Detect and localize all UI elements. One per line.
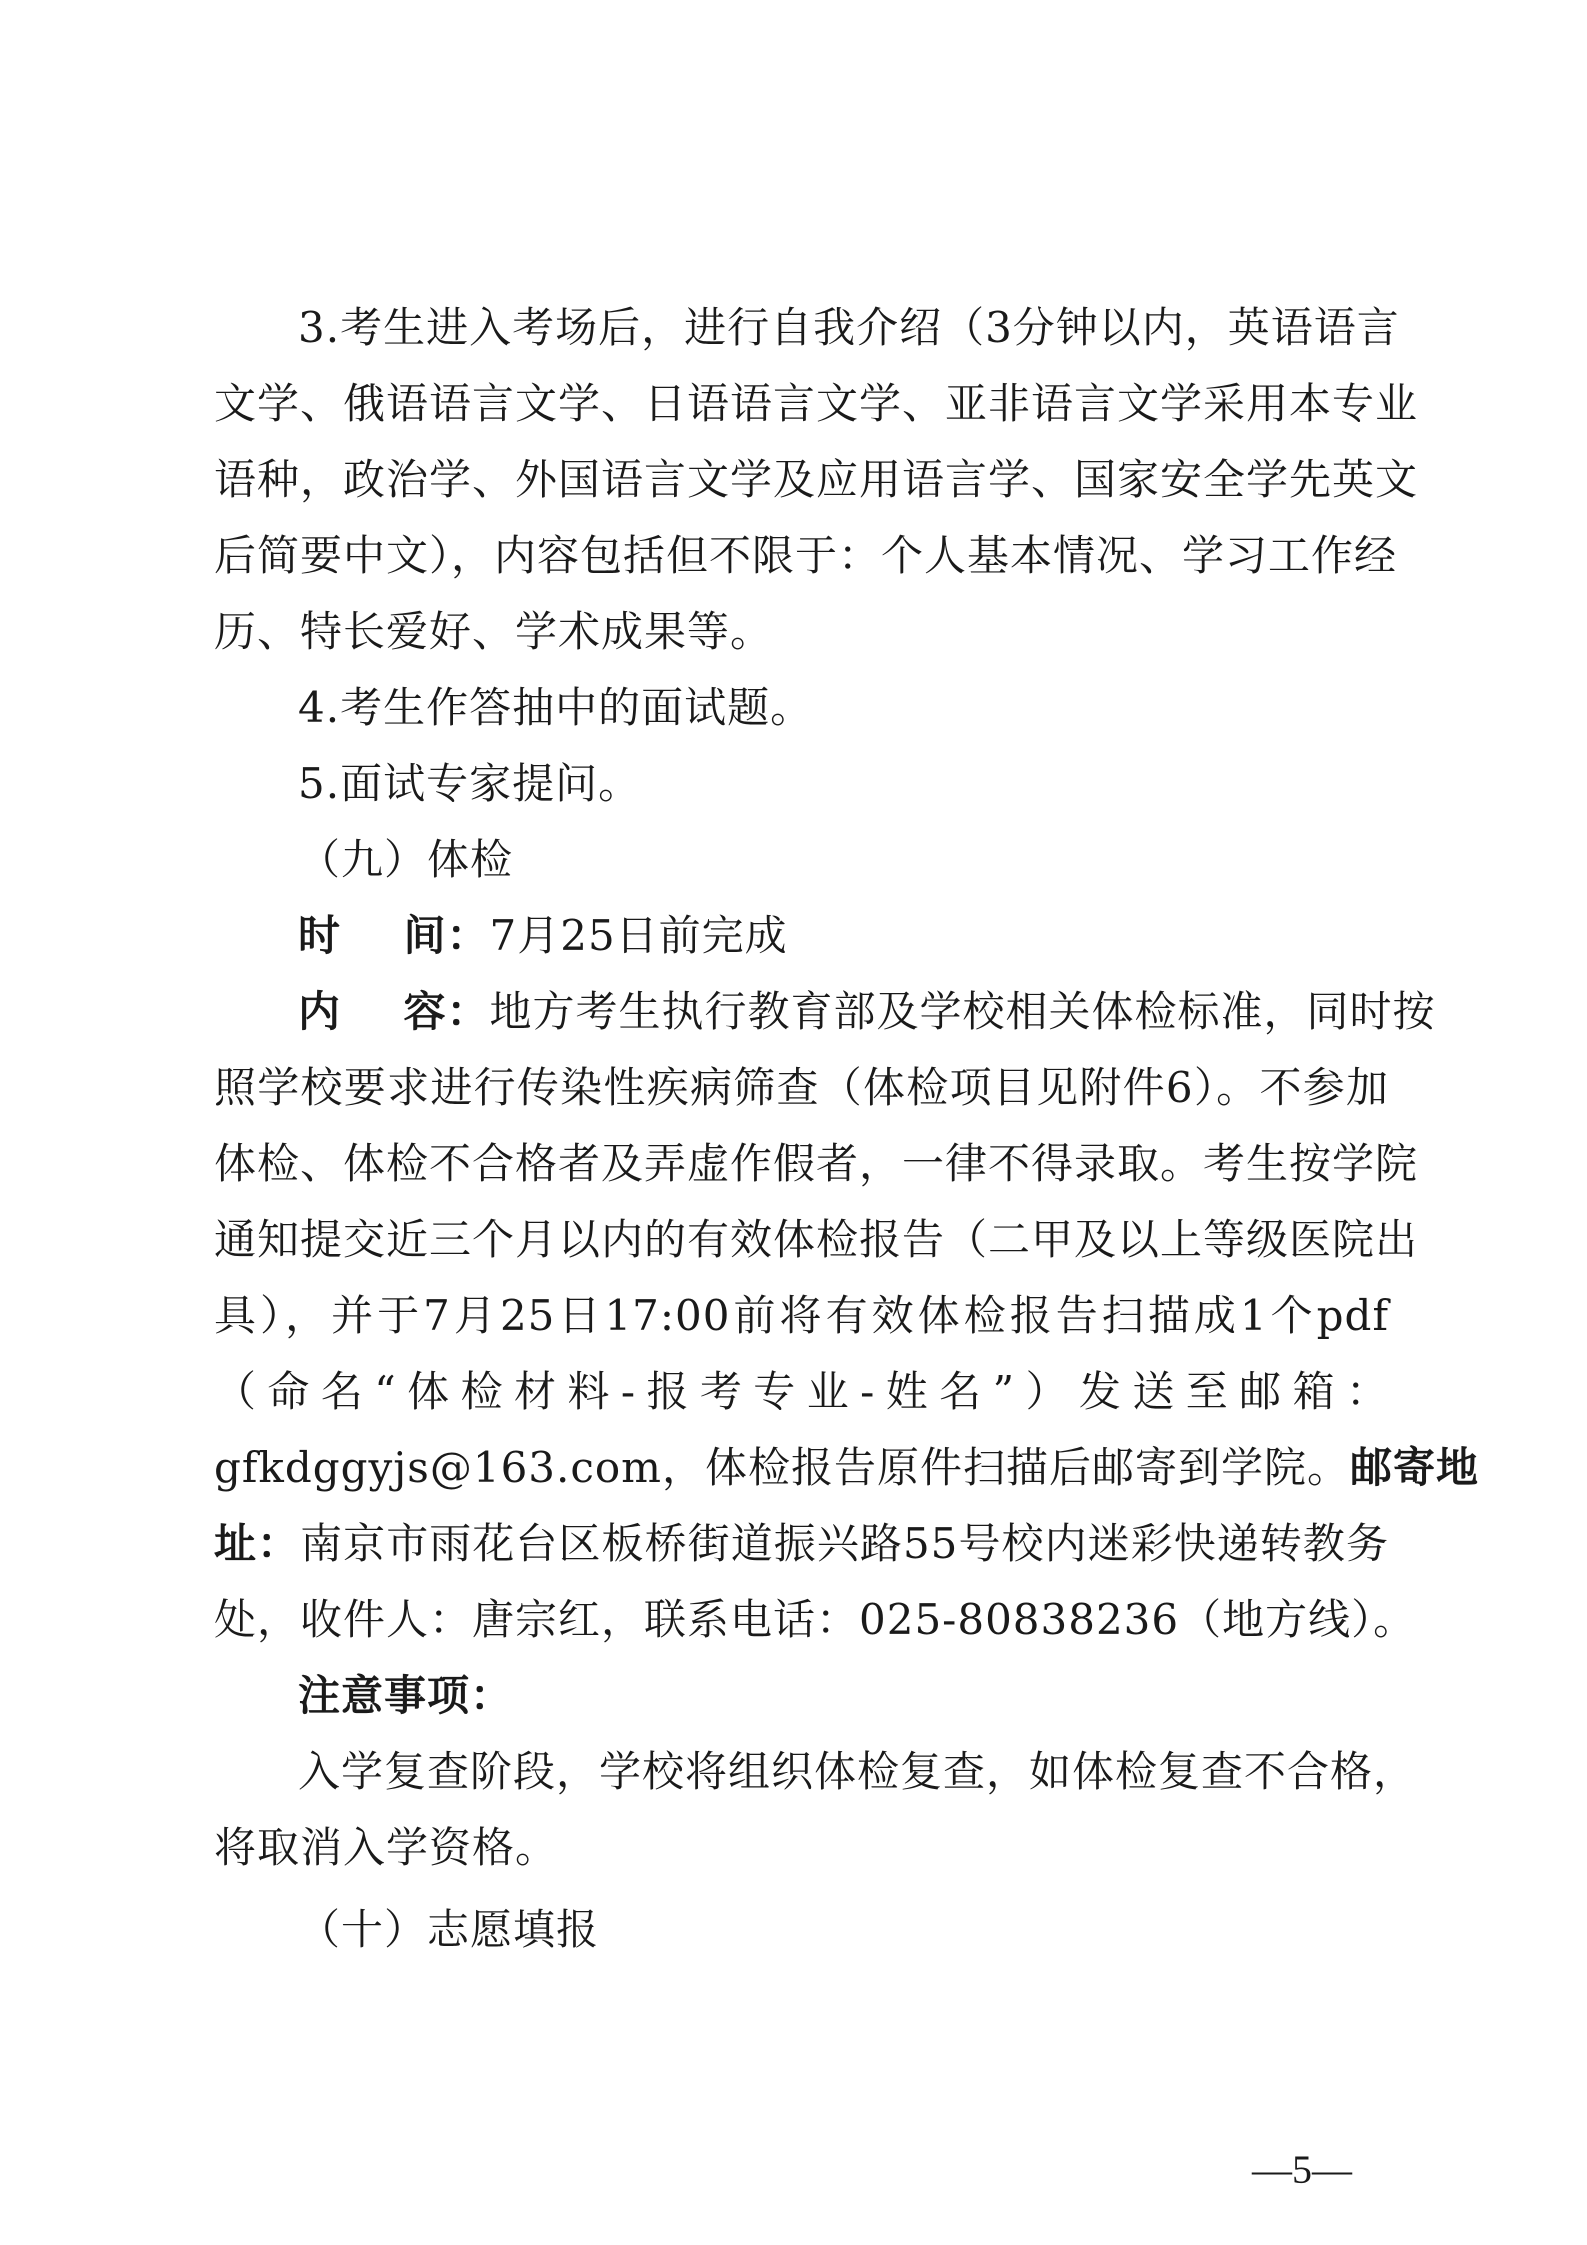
paragraph-line: 后简要中文），内容包括但不限于：个人基本情况、学习工作经: [214, 531, 1398, 580]
paragraph-line: 语种，政治学、外国语言文学及应用语言学、国家安全学先英文: [214, 455, 1419, 504]
content-value: 地方考生执行教育部及学校相关体检标准，同时按: [489, 987, 1436, 1036]
page-number: —5—: [1252, 2147, 1352, 2192]
paragraph-line: 历、特长爱好、学术成果等。: [214, 607, 774, 656]
time-value: 7月25日前完成: [489, 911, 788, 960]
time-label: 时 间：: [298, 911, 490, 960]
notice-heading: 注意事项：: [298, 1671, 514, 1720]
email-line: [214, 1430, 1480, 1506]
paragraph-line: 处，收件人：唐宗红，联系电话：025-80838236（地方线）。: [214, 1595, 1417, 1644]
time-line: [298, 898, 788, 974]
paragraph-line: 体检、体检不合格者及弄虚作假者，一律不得录取。考生按学院: [214, 1139, 1419, 1188]
paragraph-line: 具），并于7月25日17:00前将有效体检报告扫描成1个pdf: [214, 1291, 1389, 1340]
paragraph-line: 照学校要求进行传染性疾病筛查（体检项目见附件6）。不参加: [214, 1063, 1389, 1112]
paragraph-line: 3.考生进入考场后，进行自我介绍（3分钟以内，英语语言: [298, 303, 1400, 352]
paragraph-line: 入学复查阶段，学校将组织体检复查，如体检复查不合格，: [298, 1747, 1417, 1796]
paragraph-line: 5.面试专家提问。: [298, 759, 642, 808]
address-text: 南京市雨花台区板桥街道振兴路55号校内迷彩快递转教务: [300, 1519, 1389, 1568]
content-line: [298, 974, 1436, 1050]
mailing-address-label: 邮寄地: [1350, 1443, 1480, 1492]
content-label: 内 容：: [298, 987, 490, 1036]
section-heading: （九）体检: [298, 835, 514, 884]
email-text: gfkdggyjs@163.com，体检报告原件扫描后邮寄到学院。: [214, 1443, 1350, 1492]
section-heading: （十）志愿填报: [298, 1905, 600, 1954]
paragraph-line: 通知提交近三个月以内的有效体检报告（二甲及以上等级医院出: [214, 1215, 1419, 1264]
paragraph-line: 4.考生作答抽中的面试题。: [298, 683, 814, 732]
mailing-address-label-cont: 址：: [214, 1519, 301, 1568]
paragraph-line: （命名“体检材料-报考专业-姓名”）发送至邮箱：: [214, 1367, 1389, 1416]
address-line: [214, 1506, 1389, 1582]
paragraph-line: 文学、俄语语言文学、日语语言文学、亚非语言文学采用本专业: [214, 379, 1419, 428]
paragraph-line: 将取消入学资格。: [214, 1823, 559, 1872]
